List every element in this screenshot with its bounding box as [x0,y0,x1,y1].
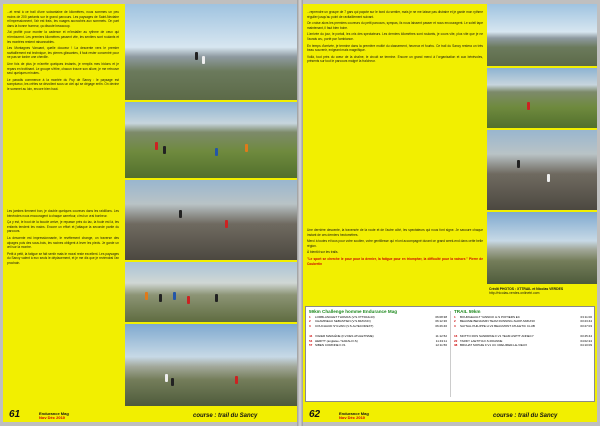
right-text-column-2 [307,228,483,308]
section-rubric: course : trail du Sancy [493,413,558,419]
paragraph: Les jambes tiennent bon, je double quelques coureurs dans les raidillons. Les bénévoles nous encouragent à chaque carrefour, c'est un vrai bonheur. [7,209,119,218]
rank: 44 [309,334,313,339]
left-text-column-2 [7,209,119,399]
runner-name: CHAMINEAU SEBASTIEN (V.S.MIZUNO) [315,319,371,324]
paragraph: Les Montagnes Vanuant, quelle douceur ! La descente vers le premier ravitaillement est technique, les pierres glissantes, il faut rester concentré pour ne pas se tordre une cheville. [7,46,119,60]
paragraph: L'arrivée du jour, le portail, les cris des spectateurs. Les derniers kilomètres sont roulants, je cours vite, plus vite que je ne l'aurais cru, porté par l'ambiance. [307,32,483,41]
page-number: 61 [9,409,21,420]
rank: 16 [454,334,458,339]
runner-name: HERITT (anglaise / SARAH F.S) [315,338,358,343]
rank: 3 [454,323,456,328]
photo-credit-title: Crédit PHOTOS : XTTRAIL et Nicolas VERDES [489,287,564,291]
rank: 3 [309,323,311,328]
paragraph: ...et rend à ce trail d'une soixantaine de kilomètres, nous sommes un peu moins de 200 partants sur le grand parcours. Les paysages de Saint-Nectaire m'impressionnent, l'air est frais, les nuages accrochés aux sommets. On part dans la bonne humeur, ça discute beaucoup. [7,10,119,28]
rank: 1 [309,315,311,319]
paragraph: Ça y est, le bout de la boucle arrive, je repasse près du lac, la foule est là, les enfants tendent les mains. Encore un effort et j'attaque la seconde partie du parcours. [7,220,119,234]
paragraph: Merci à toutes et tous pour votre soutien, votre gentillesse qui m'ont accompagné durant ce grand week-end dans cette belle région. [307,239,483,248]
finish-time: 04:02:24 [580,338,592,343]
results-box [305,306,595,402]
section-rubric: course : trail du Sancy [193,413,258,419]
logo-issue: Nov Déc 2010 [339,414,366,420]
photo-landscape [487,212,597,284]
paragraph: La descente est impressionnante, le revêtement change, on traverse des alpages puis des sous-bois, les racines obligent à lever les pieds. Je garde un œil sur la montre. [7,235,119,250]
results-right-column [451,307,595,347]
right-text-column-1 [307,10,483,224]
paragraph: Une fois de plus je m'arrête quelques instants, je remplis mes bidons et je repars en trottinant. Le groupe s'étire, chacun trouve son allure, je me retrouve seul quelques minutes. [7,61,119,76]
results-left-column [306,307,450,347]
finish-time: 03:45:44 [580,334,592,339]
rank: 57 [309,343,313,348]
paragraph: On croise alors les premiers coureurs du petit parcours, sympas, ils nous laissent passer et nous encouragent. Le soleil tape maintenant, il faut bien boire. [307,21,483,30]
paragraph: Voilà, tout près du cœur de la chaîne, le circuit se termine. Encore un grand merci à l'organisation et aux bénévoles, présents sur tout le parcours malgré la fraîcheur. [307,54,483,64]
runner-name: SAYNAL PHILIPPE H.V2 BEAUMONT ATHLETIC CLUB [460,323,535,328]
rank: 22 [454,338,458,343]
finish-time: 03:11:00 [580,315,592,319]
paragraph: À bientôt sur les trails. [307,250,339,255]
right-page-footer [303,408,597,422]
runner-name: BOURGEAULT YANNICK H.S POITIERS EC [460,315,520,319]
rank: 2 [454,319,456,324]
result-row [451,324,595,328]
photo-summit-view [487,4,597,66]
runner-name: MOTTO ROS SANDRINE F.V1 TEAM ASPTT ANNECY [460,334,534,339]
magazine-logo [339,412,369,420]
rank: 38 [454,343,458,348]
paragraph: En temps d'arrivée, je termine dans la première moitié du classement, heureux et fourbu. Ce trail du Sancy restera un très beau souvenir, exigeant mais magnifique. [307,43,483,53]
logo-name: Endurance Mag [339,410,369,416]
runner-name: TARDY LAETITIA F.S.ROANNE [460,338,503,343]
runner-name: VIGIER MARLÈNE (F.V.DES ATHLETISME) [315,334,374,339]
paragraph: ...reprendre un groupe de 7 gars qui papote sur le bord du sentier, mais je ne me laisse pas distraire et je garde mon rythme régulier jusqu'au point de ravitaillement suivant. [307,10,483,19]
paragraph: Une dernière descente, la traversée de la route et de l'autre côté, les spectateurs qui nous font signe. Je savoure chaque instant de ces derniers hectomètres. [307,228,483,237]
runner-name: COUCHAUD SYLVAIN (V.S.ALTECOREXT) [315,323,374,328]
photo-mountain-runner [125,4,297,100]
runner-name: LORBLANCHET THOMAS (V.S.XTTRAIL43) [315,315,375,319]
rank: 1 [454,315,456,319]
results-right-title: TRAIL 59km [454,309,481,314]
runner-name: BRUHAT SOPHIE F.V1 UC CREUZIER-LE-VIEUX [460,343,528,348]
result-row [306,324,450,328]
finish-time: 11:12:52 [435,334,447,339]
quote: "Le sport se cherche le pour pour la dernier, la fatigue pour en triompher, la difficulté pour la vaincre." Pierre de Coubertin [307,256,483,266]
photo-credit-url[interactable]: http://nicolas-verdes.onlinetri.com [489,291,540,296]
finish-time: 06:26:46 [435,323,447,328]
finish-time: 03:27:03 [580,323,592,328]
paragraph: Petit à petit, la fatigue se fait sentir mais le moral reste excellent. Les paysages du Sancy valent à eux seuls le déplacement, et je me dis que je reviendrai l'an prochain. [7,251,119,265]
results-left-title: 59km Challenge homme Endurance Mag [309,309,398,314]
finish-time: 06:12:36 [435,319,447,324]
photo-credit [489,287,595,295]
page-number: 62 [309,409,321,420]
rank: 2 [309,319,311,324]
finish-time: 11:43:11 [435,338,447,343]
photo-runners-on-trail [125,102,297,178]
rank: 54 [309,338,313,343]
left-page-footer [3,408,297,422]
runner-name: BEAUME BENJAMIN TEAM RUNNING-SHOP-MIZUNO [460,319,535,324]
result-row [306,343,450,347]
result-row [451,343,595,347]
left-page [3,4,297,422]
photo-runners-group [125,262,297,322]
photo-crowd-finish [125,324,297,406]
paragraph: Le paradis commence à la montée du Puy de Sancy : le paysage est somptueux, les crêtes se dévoilent sous un ciel qui se dégage enfin. On devine le sommet au loin, encore bien haut. [7,77,119,91]
photo-rocky-climb [125,180,297,260]
photo-trail-valley [487,68,597,128]
logo-name: Endurance Mag [39,410,69,416]
finish-time: 12:11:56 [435,343,447,348]
paragraph: J'ai profité pour monter la cadence et m'installer au rythme de ceux qui m'entourent. Les premiers kilomètres passent vite, les sentiers sont roulants et les montées restent raisonnables. [7,30,119,44]
magazine-logo [39,412,69,420]
runner-name: SIBEN CORINNE F.V1 [315,343,346,348]
finish-time: 04:10:09 [580,343,592,348]
finish-time: 06:08:38 [435,315,447,319]
logo-issue: Nov Déc 2010 [39,414,66,420]
photo-ridge-runners [487,130,597,210]
finish-time: 03:23:44 [580,319,592,324]
